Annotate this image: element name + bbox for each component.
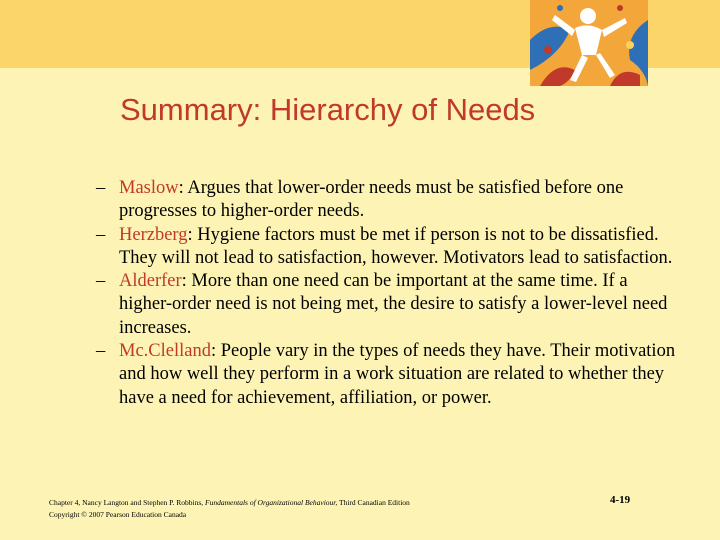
slide-footer	[49, 497, 410, 521]
bullet-item-maslow	[96, 177, 676, 224]
bullet-dash: –	[96, 271, 106, 292]
footer-citation	[49, 497, 410, 509]
bullet-dash: –	[96, 178, 106, 198]
footer-book-title: Fundamentals of Organizational Behaviour,	[205, 498, 338, 507]
footer-authors: Chapter 4, Nancy Langton and Stephen P. Robbins,	[49, 498, 206, 507]
bullet-list	[96, 177, 676, 410]
footer-edition: Third Canadian Edition	[337, 498, 410, 507]
bullet-item-herzberg	[96, 224, 676, 271]
bullet-name: Mc.Clelland	[119, 341, 211, 362]
page-number: 4-19	[610, 494, 631, 506]
slide-title: Summary: Hierarchy of Needs	[120, 92, 536, 127]
footer-copyright: Copyright © 2007 Pearson Education Canada	[49, 510, 187, 519]
bullet-dash: –	[96, 341, 106, 362]
bullet-item-alderfer	[96, 270, 676, 340]
bullet-name: Herzberg	[119, 224, 188, 245]
bullet-text: : Hygiene factors must be met if person is not to be dissatisfied. They will not lead to satisfaction, however. Motivators lead to satisfaction.	[119, 224, 673, 268]
bullet-item-mcclelland	[96, 340, 676, 410]
bullet-name: Alderfer	[119, 271, 182, 292]
bullet-text: : More than one need can be important at the same time. If a higher-order need is not being met, the desire to satisfy a lower-level need increases.	[119, 271, 668, 338]
bullet-text: : Argues that lower-order needs must be satisfied before one progresses to higher-order needs.	[119, 178, 624, 222]
bullet-dash: –	[96, 224, 106, 245]
dancing-figure-logo-icon	[530, 0, 648, 86]
bullet-name: Maslow	[119, 178, 179, 198]
bullet-text: : People vary in the types of needs they have. Their motivation and how well they perform in a work situation are related to whether they have a need for achievement, affiliation, or power.	[119, 341, 676, 408]
